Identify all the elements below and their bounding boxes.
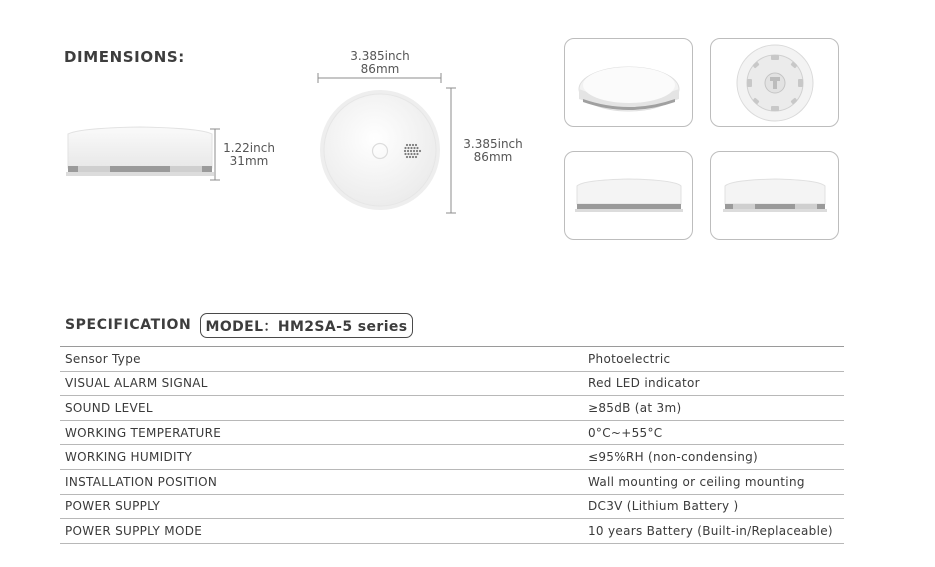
spec-label: Sensor Type <box>60 347 588 372</box>
specification-heading: SPECIFICATION <box>65 317 192 333</box>
height-mm: 31mm <box>229 154 269 168</box>
spec-value: ≤95%RH (non-condensing) <box>588 445 844 470</box>
width-dimension-line <box>317 72 443 84</box>
spec-value: ≥85dB (at 3m) <box>588 396 844 421</box>
height-inch: 1.22inch <box>223 141 275 155</box>
spec-value: Wall mounting or ceiling mounting <box>588 469 844 494</box>
table-row <box>60 396 844 421</box>
thumbnail-back-view[interactable] <box>710 38 839 127</box>
detector-front-view <box>318 88 443 213</box>
width-inch: 3.385inch <box>350 49 410 63</box>
thumbnail-angle-view[interactable] <box>564 38 693 127</box>
thumbnail-side-view-2[interactable] <box>710 151 839 240</box>
model-label-box: MODEL：HM2SA-5 series <box>200 313 413 338</box>
spec-label: WORKING TEMPERATURE <box>60 420 588 445</box>
dimensions-heading: DIMENSIONS: <box>64 48 185 66</box>
table-row <box>60 347 844 372</box>
spec-value: Red LED indicator <box>588 371 844 396</box>
width-mm: 86mm <box>360 62 400 76</box>
spec-value: DC3V (Lithium Battery ) <box>588 494 844 519</box>
thumbnail-side-view-1[interactable] <box>564 151 693 240</box>
table-row <box>60 519 844 544</box>
spec-label: WORKING HUMIDITY <box>60 445 588 470</box>
spec-value: Photoelectric <box>588 347 844 372</box>
height-dimension-label <box>204 142 294 168</box>
depth-dimension-label <box>448 138 538 164</box>
table-row <box>60 371 844 396</box>
spec-label: POWER SUPPLY <box>60 494 588 519</box>
table-row <box>60 420 844 445</box>
spec-value: 0°C~+55°C <box>588 420 844 445</box>
spec-value: 10 years Battery (Built-in/Replaceable) <box>588 519 844 544</box>
table-row <box>60 445 844 470</box>
spec-label: POWER SUPPLY MODE <box>60 519 588 544</box>
spec-label: VISUAL ALARM SIGNAL <box>60 371 588 396</box>
table-row <box>60 494 844 519</box>
table-row <box>60 469 844 494</box>
spec-label: INSTALLATION POSITION <box>60 469 588 494</box>
depth-inch: 3.385inch <box>463 137 523 151</box>
spec-label: SOUND LEVEL <box>60 396 588 421</box>
specification-table <box>60 346 844 544</box>
depth-mm: 86mm <box>473 150 513 164</box>
detector-side-view <box>60 122 220 184</box>
